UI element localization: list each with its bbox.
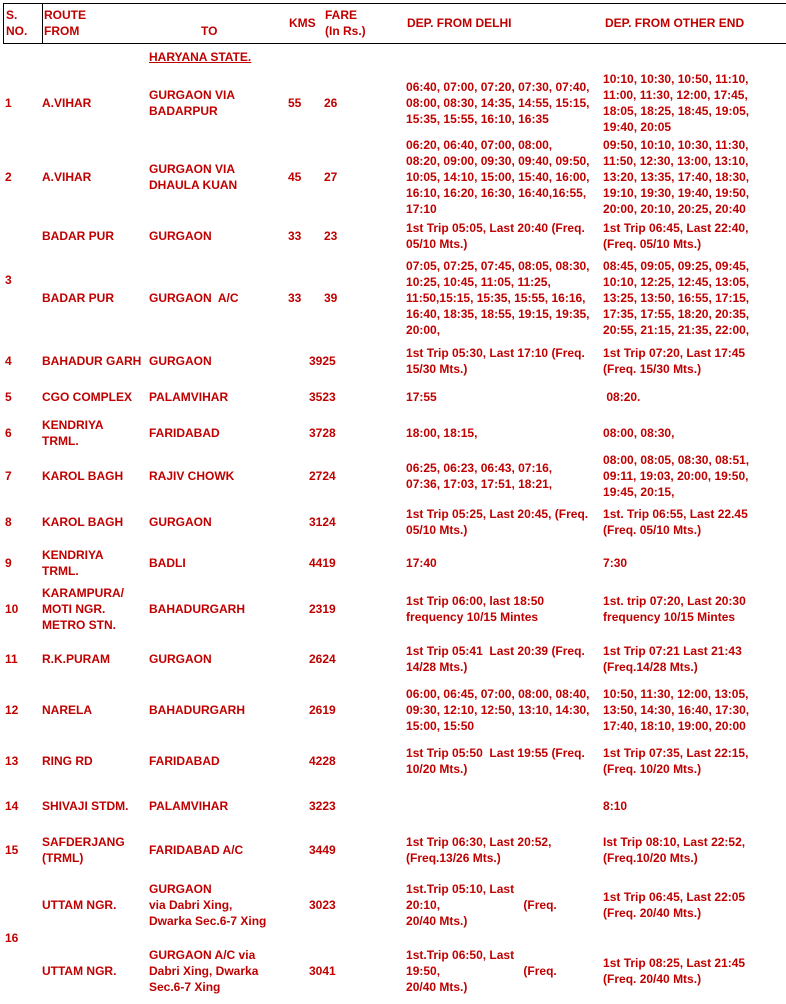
route-to: BADLI (149, 556, 186, 570)
kms-fare: 3023 (309, 898, 336, 912)
kms-fare: 2619 (309, 702, 336, 717)
table-row (0, 136, 786, 218)
dep-other: 1st Trip 07:35, Last 22:15, (Freq. 10/20 Mts.) (603, 745, 749, 776)
sno: 12 (5, 702, 19, 717)
dep-delhi: 1st Trip 05:30, Last 17:10 (Freq. 15/30 Mts.) (406, 346, 585, 376)
fare: 23 (324, 229, 338, 243)
dep-other: 1st. Trip 06:55, Last 22.45 (Freq. 05/10 Mts.) (603, 506, 748, 537)
dep-delhi: 1st Trip 05:25, Last 20:45, (Freq. 05/10 Mts.) (406, 506, 589, 537)
kms: 33 (288, 229, 302, 243)
fare: 39 (324, 291, 338, 305)
kms: 33 (288, 291, 302, 305)
dep-delhi: 1st.Trip 05:10, Last 20:10, (Freq. 20/40 Mts.) (406, 882, 557, 928)
dep-other: 08:45, 09:05, 09:25, 09:45, 10:10, 12:25, 12:45, 13:05, 13:25, 13:50, 16:55, 17:15, 17:35, 17:55, 18:20, 20:35, 20:55, 21:15, 21:35, 22:00, (603, 259, 750, 337)
dep-other: Ist Trip 08:10, Last 22:52, (Freq.10/20 Mts.) (603, 834, 746, 865)
sno: 11 (5, 652, 18, 666)
dep-other: 10:50, 11:30, 12:00, 13:05, 13:50, 14:30, 16:40, 17:30, 17:40, 18:10, 19:00, 20:00 (603, 686, 750, 733)
route-to: PALAMVIHAR (149, 799, 229, 813)
section-row (0, 43, 786, 70)
dep-other: 08:20. (603, 390, 641, 404)
table-header (3, 3, 786, 44)
route-to: BAHADURGARH (149, 702, 245, 717)
dep-other: 1st Trip 07:21 Last 21:43 (Freq.14/28 Mts.) (603, 644, 742, 674)
route-from: RING RD (42, 753, 93, 768)
header-route-from: ROUTE FROM (44, 8, 86, 38)
table-row (0, 500, 786, 543)
route-from: SAFDERJANG (TRML) (42, 834, 125, 865)
kms-fare: 3223 (309, 799, 336, 813)
route-from: KARAMPURA/ MOTI NGR. METRO STN. (42, 586, 124, 632)
route-from: BADAR PUR (42, 229, 114, 243)
sno: 6 (5, 426, 12, 440)
dep-delhi: 1st.Trip 06:50, Last 19:50, (Freq. 20/40 Mts.) (406, 948, 557, 994)
route-from: KENDRIYA TRML. (42, 548, 104, 578)
table-row (0, 543, 786, 583)
dep-other: 1st. trip 07:20, Last 20:30 frequency 10/15 Mintes (603, 594, 746, 624)
dep-delhi: 1st Trip 05:50 Last 19:55 (Freq. 10/20 Mts.) (406, 745, 585, 776)
sno: 14 (5, 799, 19, 813)
section-heading: HARYANA STATE. (149, 49, 252, 64)
dep-delhi: 07:05, 07:25, 07:45, 08:05, 08:30, 10:25, 10:45, 11:05, 11:25, 11:50,15:15, 15:35, 15:55, 16:16, 16:40, 18:35, 18:55, 19:15, 19:35, 20:00, (406, 259, 590, 337)
fare: 26 (324, 96, 338, 110)
dep-delhi: 06:20, 06:40, 07:00, 08:00, 08:20, 09:00, 09:30, 09:40, 09:50, 10:05, 14:10, 15:00, 15:40, 16:00, 16:10, 16:20, 16:30, 16:40,16:55, 17:10 (406, 138, 590, 216)
dep-delhi: 18:00, 18:15, (406, 426, 478, 440)
sno: 2 (5, 170, 12, 184)
kms-fare: 3124 (309, 514, 336, 529)
kms-fare: 2724 (309, 469, 336, 483)
sno: 10 (5, 602, 19, 616)
table-row (0, 380, 786, 414)
header-to: TO (201, 24, 218, 38)
table-row (0, 736, 786, 785)
dep-other: 1st Trip 06:45, Last 22:40, (Freq. 05/10 Mts.) (603, 221, 749, 251)
route-to: BAHADURGARH (149, 602, 245, 616)
table-row (0, 70, 786, 136)
dep-delhi: 1st Trip 06:00, last 18:50 frequency 10/15 Mintes (406, 594, 545, 624)
route-to: PALAMVIHAR (149, 390, 229, 404)
header-fare: FARE (In Rs.) (325, 8, 366, 38)
table-row (0, 635, 786, 683)
dep-other: 08:00, 08:30, (603, 426, 675, 440)
route-table (0, 43, 786, 1004)
route-from: UTTAM NGR. (42, 964, 117, 978)
route-from: SHIVAJI STDM. (42, 799, 129, 813)
table-row (0, 938, 786, 1004)
table-row (0, 342, 786, 380)
route-from: KAROL BAGH (42, 469, 124, 483)
sno: 13 (5, 753, 19, 768)
dep-delhi (404, 785, 602, 827)
sno: 8 (5, 514, 12, 529)
table-row (0, 583, 786, 635)
header-divider (42, 4, 43, 43)
dep-delhi: 1st Trip 06:30, Last 20:52, (Freq.13/26 Mts.) (406, 834, 552, 865)
route-to: GURGAON (149, 514, 212, 529)
dep-other: 09:50, 10:10, 10:30, 11:30, 11:50, 12:30, 13:00, 13:10, 13:20, 13:35, 17:40, 18:30, 19:10, 19:30, 19:40, 19:50, 20:00, 20:10, 20:25, 20:40 (603, 138, 750, 216)
dep-other: 08:00, 08:05, 08:30, 08:51, 09:11, 19:03, 20:00, 19:50, 19:45, 20:15, (603, 453, 750, 499)
kms-fare: 3041 (309, 964, 336, 978)
route-to: FARIDABAD (149, 753, 220, 768)
dep-other: 7:30 (603, 556, 628, 570)
route-to: GURGAON VIA DHAULA KUAN (149, 162, 238, 192)
dep-delhi: 06:00, 06:45, 07:00, 08:00, 08:40, 09:30, 12:10, 12:50, 13:10, 14:30, 15:00, 15:50 (406, 686, 590, 733)
kms: 45 (288, 170, 302, 184)
header-kms: KMS (289, 16, 316, 30)
table-row (0, 452, 786, 500)
route-from: CGO COMPLEX (42, 390, 133, 404)
route-from: A.VIHAR (42, 96, 92, 110)
dep-other: 1st Trip 08:25, Last 21:45 (Freq. 20/40 Mts.) (603, 956, 746, 986)
route-from: BAHADUR GARH (42, 354, 142, 368)
dep-delhi: 06:40, 07:00, 07:20, 07:30, 07:40, 08:00, 08:30, 14:35, 14:55, 15:15, 15:35, 15:55, 16:10, 16:35 (406, 80, 590, 126)
sno: 15 (5, 842, 19, 857)
kms-fare: 3449 (309, 842, 336, 857)
kms-fare: 3925 (309, 354, 336, 368)
table-row (0, 414, 786, 452)
dep-delhi: 17:55 (406, 390, 437, 404)
sno: 4 (5, 354, 12, 368)
kms: 55 (288, 96, 302, 110)
sno: 3 (5, 273, 12, 287)
kms-fare: 4419 (309, 556, 336, 570)
route-to: GURGAON (149, 652, 212, 666)
header-dep-other: DEP. FROM OTHER END (605, 16, 745, 30)
table-row (0, 254, 786, 342)
table-row (0, 827, 786, 872)
route-from: A.VIHAR (42, 170, 92, 184)
route-to: GURGAON VIA BADARPUR (149, 88, 236, 118)
route-from: KENDRIYA TRML. (42, 418, 104, 448)
route-to: GURGAON A/C (149, 291, 239, 305)
header-dep-delhi: DEP. FROM DELHI (407, 16, 512, 30)
route-from: UTTAM NGR. (42, 898, 117, 912)
route-to: FARIDABAD A/C (149, 842, 244, 857)
table-row (0, 683, 786, 736)
dep-delhi: 1st Trip 05:05, Last 20:40 (Freq. 05/10 Mts.) (406, 221, 585, 251)
table-row (0, 218, 786, 254)
sno: 1 (5, 96, 12, 110)
sno: 7 (5, 469, 12, 483)
header-sno: S. NO. (6, 8, 28, 38)
route-from: NARELA (42, 702, 92, 717)
route-to: GURGAON A/C via Dabri Xing, Dwarka Sec.6-7 Xing (149, 948, 259, 994)
dep-delhi: 06:25, 06:23, 06:43, 07:16, 07:36, 17:03, 17:51, 18:21, (406, 461, 553, 491)
dep-delhi: 17:40 (406, 556, 437, 570)
dep-other: 1st Trip 07:20, Last 17:45 (Freq. 15/30 Mts.) (603, 346, 746, 376)
dep-delhi: 1st Trip 05:41 Last 20:39 (Freq. 14/28 Mts.) (406, 644, 585, 674)
sno: 5 (5, 390, 12, 404)
dep-other: 8:10 (603, 799, 628, 813)
kms-fare: 2624 (309, 652, 336, 666)
route-from: KAROL BAGH (42, 514, 124, 529)
route-from: BADAR PUR (42, 291, 114, 305)
dep-other: 10:10, 10:30, 10:50, 11:10, 11:00, 11:30, 12:00, 17:45, 18:05, 18:25, 18:45, 19:05, 19:40, 20:05 (603, 72, 750, 134)
fare: 27 (324, 170, 338, 184)
dep-other: 1st Trip 06:45, Last 22:05 (Freq. 20/40 Mts.) (603, 890, 746, 920)
kms-fare: 3523 (309, 390, 336, 404)
sno: 9 (5, 556, 12, 570)
kms-fare: 2319 (309, 602, 336, 616)
route-from: R.K.PURAM (42, 652, 110, 666)
route-to: GURGAON (149, 354, 212, 368)
kms-fare: 4228 (309, 753, 336, 768)
kms-fare: 3728 (309, 426, 336, 440)
route-to: GURGAON (149, 229, 212, 243)
route-to: GURGAON via Dabri Xing, Dwarka Sec.6-7 Xing (149, 882, 267, 928)
sno: 16 (5, 931, 19, 945)
route-to: FARIDABAD (149, 426, 220, 440)
table-row (0, 872, 786, 938)
table-row (0, 785, 786, 827)
route-to: RAJIV CHOWK (149, 469, 235, 483)
